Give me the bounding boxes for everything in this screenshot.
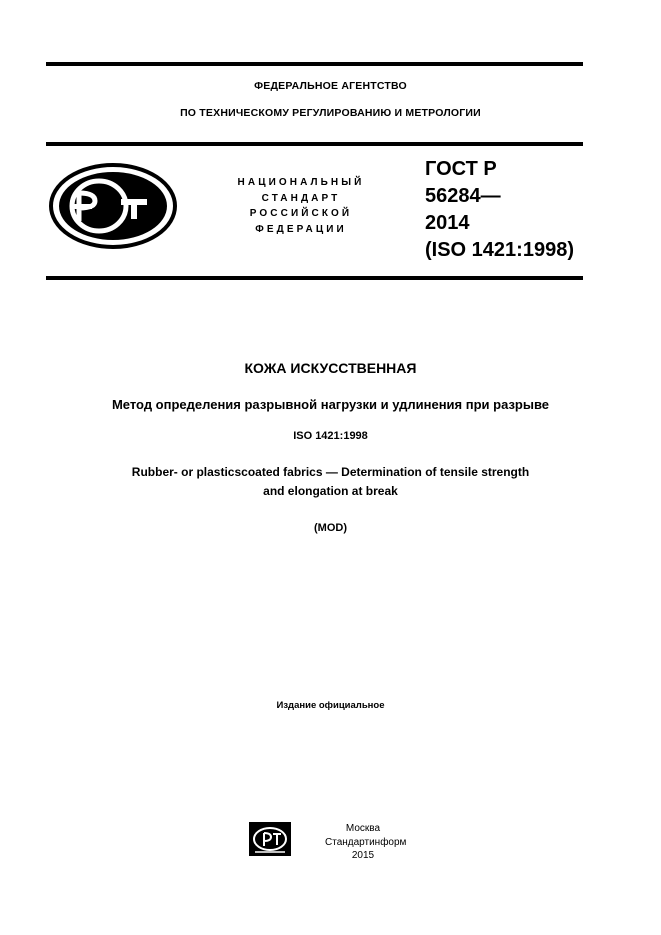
standartinform-logo-icon	[249, 822, 291, 856]
standard-type-line: НАЦИОНАЛЬНЫЙ	[237, 177, 365, 188]
top-rule	[46, 62, 583, 66]
header-bottom-rule	[46, 276, 583, 280]
header-rule	[46, 142, 583, 146]
english-title-line-1: Rubber- or plasticscoated fabrics — Determination of tensile strength	[131, 465, 530, 479]
publisher-block	[325, 822, 407, 863]
publisher-name: Стандартинформ	[325, 836, 407, 848]
designation-line-3: 2014	[425, 212, 470, 234]
standard-type-line: ФЕДЕРАЦИИ	[255, 223, 347, 235]
iso-reference: ISO 1421:1998	[293, 430, 368, 442]
designation-line-1: ГОСТ Р	[425, 158, 497, 180]
designation-line-4: (ISO 1421:1998)	[425, 239, 574, 261]
standard-type-line: РОССИЙСКОЙ	[249, 208, 353, 219]
document-title: КОЖА ИСКУССТВЕННАЯ	[244, 360, 417, 376]
rst-conformity-mark-icon	[49, 163, 177, 249]
agency-line-1: ФЕДЕРАЛЬНОЕ АГЕНТСТВО	[254, 80, 407, 92]
standard-designation	[425, 156, 574, 264]
agency-line-2: ПО ТЕХНИЧЕСКОМУ РЕГУЛИРОВАНИЮ И МЕТРОЛОГИИ	[180, 107, 481, 119]
document-subtitle: Метод определения разрывной нагрузки и удлинения при разрыве	[111, 397, 550, 412]
edition-label: Издание официальное	[276, 700, 385, 711]
standard-type-block	[215, 175, 387, 237]
publisher-year: 2015	[351, 850, 375, 861]
designation-line-2: 56284—	[425, 185, 501, 207]
english-title-line-2: and elongation at break	[263, 484, 398, 498]
standard-type-line: СТАНДАРТ	[261, 192, 341, 204]
publisher-city: Москва	[345, 823, 381, 834]
modification-label: (MOD)	[314, 522, 347, 534]
